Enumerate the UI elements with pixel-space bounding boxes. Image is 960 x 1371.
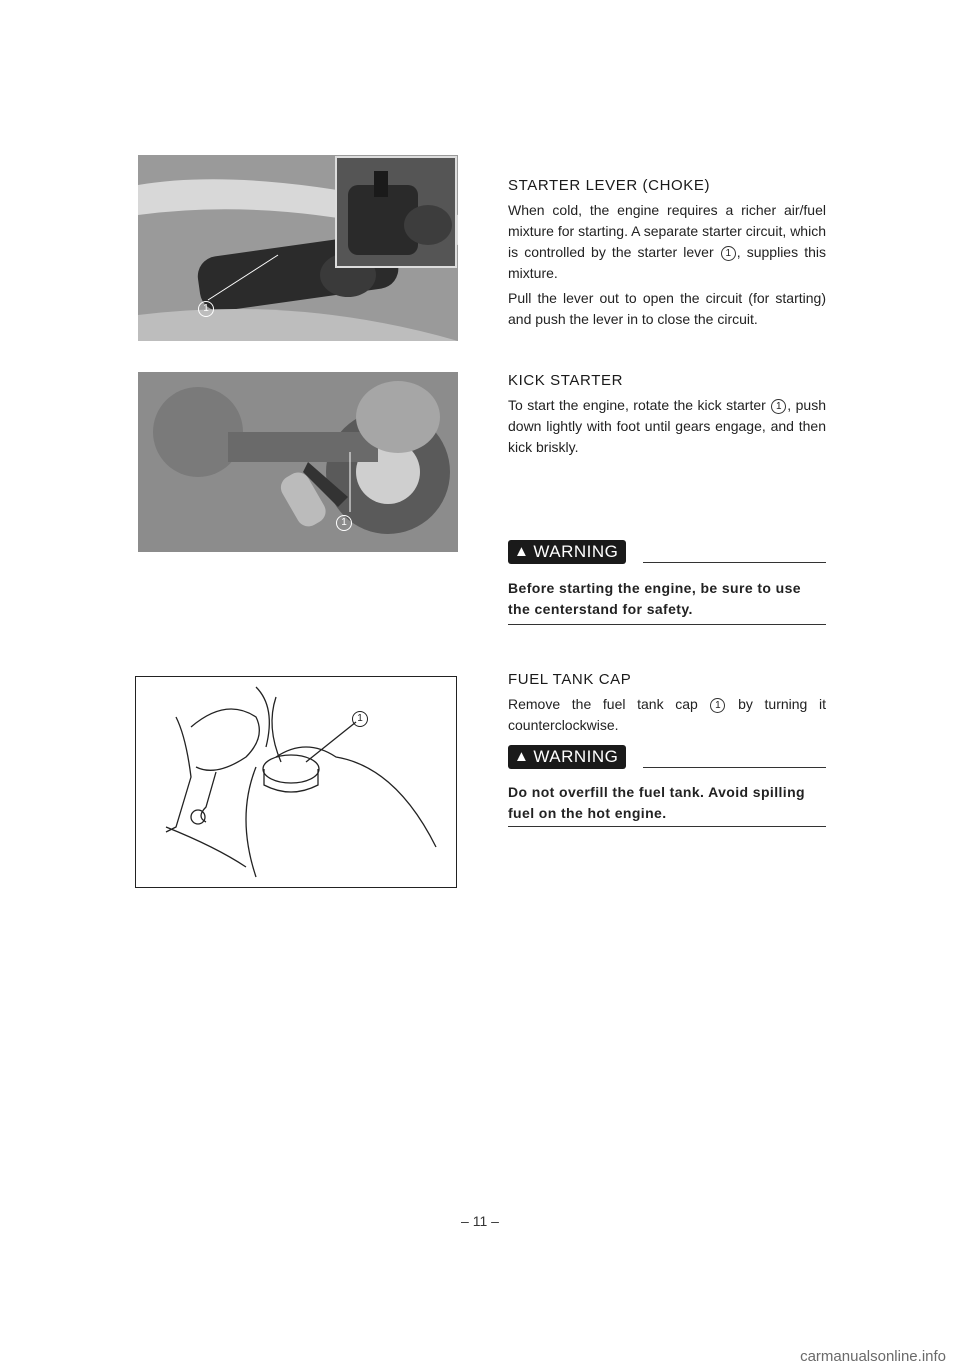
kick-section: [508, 372, 826, 458]
fuel-section: [508, 671, 826, 736]
choke-paragraph-2: Pull the lever out to open the circuit (for starting) and push the lever in to close the circuit.: [508, 290, 826, 327]
watermark: carmanualsonline.info: [800, 1348, 946, 1365]
page-number: – 11 –: [461, 1213, 499, 1229]
warning-divider: [643, 767, 826, 768]
warning-triangle-icon: ▲: [514, 748, 530, 765]
kick-heading: KICK STARTER: [508, 372, 623, 389]
circled-number: 1: [721, 246, 736, 261]
kick-paragraph: To start the engine, rotate the kick starter 1 , push down lightly with foot until gears engage, and then kick briskly.: [508, 397, 826, 455]
warning-1-header: [508, 540, 826, 566]
fuel-tank-drawing: [135, 676, 457, 888]
warning-2-text: Do not overfill the fuel tank. Avoid spilling fuel on the hot engine.: [508, 784, 805, 821]
fuel-heading: FUEL TANK CAP: [508, 671, 632, 688]
fuel-tank-illustration: [136, 677, 456, 887]
photo1-callout: 1: [198, 301, 214, 317]
warning-badge: ▲ WARNING: [508, 540, 626, 564]
circled-number: 1: [771, 399, 786, 414]
warning-1-rule: [508, 624, 826, 625]
choke-paragraph-1: When cold, the engine requires a richer air/fuel mixture for starting. A separate starter circuit, which is controlled by the starter lever 1 , supplies this mixture.: [508, 202, 826, 281]
warning-2-rule: [508, 826, 826, 827]
choke-section: [508, 177, 826, 330]
choke-heading: STARTER LEVER (CHOKE): [508, 177, 711, 194]
warning-divider: [643, 562, 826, 563]
kick-starter-illustration: [138, 372, 458, 552]
starter-lever-photo: [138, 155, 458, 341]
drawing-callout: 1: [352, 711, 368, 727]
warning-1-text: Before starting the engine, be sure to use the centerstand for safety.: [508, 580, 801, 617]
warning-badge: ▲ WARNING: [508, 745, 626, 769]
circled-number: 1: [710, 698, 725, 713]
fuel-paragraph: Remove the fuel tank cap 1 by turning it counterclockwise.: [508, 696, 826, 733]
starter-lever-illustration: [138, 155, 458, 341]
warning-2-header: [508, 745, 826, 771]
warning-triangle-icon: ▲: [514, 543, 530, 560]
photo2-callout: 1: [336, 515, 352, 531]
kick-starter-photo: [138, 372, 458, 552]
